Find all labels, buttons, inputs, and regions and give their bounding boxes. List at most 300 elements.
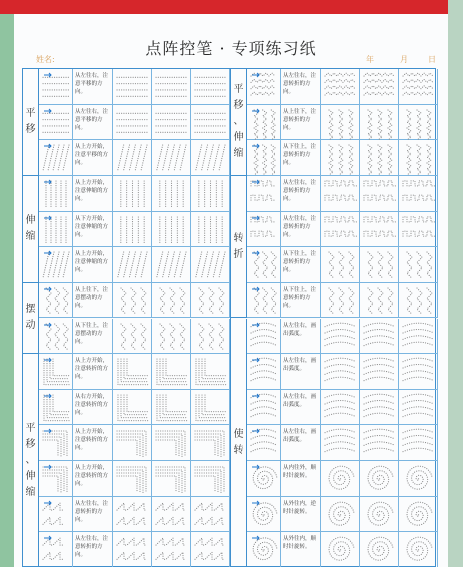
practice-cell[interactable]: [191, 176, 230, 212]
category-char: 平: [25, 107, 36, 119]
sample-cell: [39, 212, 73, 248]
vline-practice-pattern: [154, 178, 189, 210]
category-char: 平: [233, 83, 244, 95]
steps-sample-pattern: [41, 534, 71, 566]
diag-practice-pattern: [193, 142, 228, 174]
square-practice-pattern: [401, 214, 436, 246]
corner-practice-pattern: [115, 392, 150, 424]
instruction-text: 从上往下，注意摆动的方向。: [73, 283, 113, 319]
left-category-label: [23, 354, 39, 567]
vwave-sample-pattern: [249, 142, 279, 174]
practice-cell[interactable]: [152, 105, 191, 141]
practice-cell[interactable]: [321, 461, 360, 497]
practice-cell[interactable]: [113, 283, 152, 319]
zz-practice-pattern: [362, 285, 397, 317]
instruction-text: 从上方开始，注意平移的方向。: [73, 140, 113, 176]
vline-practice-pattern: [154, 214, 189, 246]
category-char: 移: [25, 438, 36, 450]
direction-arrow-icon: [252, 501, 259, 505]
steps-practice-pattern: [115, 534, 150, 566]
diag-sample-pattern: [41, 249, 71, 281]
practice-cell[interactable]: [399, 354, 438, 390]
vwave-practice-pattern: [401, 107, 436, 139]
arc-practice-pattern: [323, 392, 358, 424]
practice-cell[interactable]: [360, 390, 399, 426]
practice-cell[interactable]: [152, 319, 191, 355]
sample-cell: [39, 497, 73, 533]
corner-sample-pattern: [41, 356, 71, 388]
practice-cell[interactable]: [360, 140, 399, 176]
diag-practice-pattern: [115, 142, 150, 174]
category-char: 伸: [25, 470, 36, 482]
sample-cell: [247, 497, 281, 533]
practice-cell[interactable]: [321, 140, 360, 176]
direction-arrow-icon: [252, 323, 259, 327]
direction-arrow-icon: [44, 144, 51, 148]
practice-cell[interactable]: [399, 390, 438, 426]
instruction-text: 从上方开始，注意转折的方向。: [73, 425, 113, 461]
practice-cell[interactable]: [113, 461, 152, 497]
spiral-practice-pattern: [401, 499, 436, 531]
category-char: 使: [233, 428, 244, 440]
date-month-label: 月: [400, 55, 408, 64]
hline-practice-pattern: [193, 107, 228, 139]
hline-sample-pattern: [41, 107, 71, 139]
square-sample-pattern: [249, 178, 279, 210]
instruction-text: 从左往右，注意转折的方向。: [281, 176, 321, 212]
practice-cell[interactable]: [399, 425, 438, 461]
practice-cell[interactable]: [152, 69, 191, 105]
practice-cell[interactable]: [321, 532, 360, 567]
practice-cell[interactable]: [191, 105, 230, 141]
arc-practice-pattern: [323, 356, 358, 388]
instruction-text: 从下往上，注意转折的方向。: [281, 140, 321, 176]
arc-practice-pattern: [401, 427, 436, 459]
practice-cell[interactable]: [321, 497, 360, 533]
instruction-text: 从左往右，注意转折的方向。: [73, 532, 113, 567]
vwave-practice-pattern: [323, 142, 358, 174]
direction-arrow-icon: [44, 216, 51, 220]
arc-practice-pattern: [362, 392, 397, 424]
category-char: 缩: [25, 486, 36, 498]
wave-practice-pattern: [362, 71, 397, 103]
zz-practice-pattern: [401, 285, 436, 317]
vwave-sample-pattern: [249, 107, 279, 139]
practice-cell[interactable]: [399, 319, 438, 355]
diag-practice-pattern: [154, 142, 189, 174]
hline-sample-pattern: [41, 71, 71, 103]
practice-cell[interactable]: [321, 176, 360, 212]
vline-practice-pattern: [115, 214, 150, 246]
practice-cell[interactable]: [399, 461, 438, 497]
zz-practice-pattern: [154, 321, 189, 353]
vline-practice-pattern: [193, 178, 228, 210]
instruction-text: 从左往右，注意转折的方向。: [73, 497, 113, 533]
instruction-text: 从左往右，画出弧度。: [281, 354, 321, 390]
sample-cell: [39, 390, 73, 426]
practice-cell[interactable]: [399, 283, 438, 319]
sample-cell: [247, 354, 281, 390]
direction-arrow-icon: [44, 73, 51, 77]
spiral-sample-pattern: [249, 534, 279, 566]
date-day-label: 日: [428, 55, 436, 64]
sample-cell: [247, 461, 281, 497]
zz-practice-pattern: [115, 321, 150, 353]
category-char: 移: [25, 123, 36, 135]
instruction-text: 从下往上，注意转折的方向。: [281, 283, 321, 319]
practice-cell[interactable]: [399, 247, 438, 283]
arc-practice-pattern: [401, 321, 436, 353]
direction-arrow-icon: [252, 109, 259, 113]
steps-practice-pattern: [193, 534, 228, 566]
zz-practice-pattern: [323, 285, 358, 317]
corner-practice-pattern: [115, 356, 150, 388]
vline-sample-pattern: [41, 214, 71, 246]
left-practice-column: [23, 69, 230, 567]
instruction-text: 从外往内，顺时针旋转。: [281, 532, 321, 567]
corner2-practice-pattern: [193, 463, 228, 495]
direction-arrow-icon: [44, 323, 51, 327]
sample-cell: [39, 247, 73, 283]
header-bar: [0, 0, 463, 14]
page-title: 点阵控笔 · 专项练习纸: [145, 39, 317, 58]
sample-cell: [247, 283, 281, 319]
practice-cell[interactable]: [399, 140, 438, 176]
hline-practice-pattern: [154, 71, 189, 103]
practice-cell[interactable]: [360, 69, 399, 105]
direction-arrow-icon: [44, 429, 51, 433]
practice-cell[interactable]: [152, 176, 191, 212]
practice-cell[interactable]: [152, 425, 191, 461]
vline-practice-pattern: [115, 178, 150, 210]
sample-cell: [247, 425, 281, 461]
practice-cell[interactable]: [321, 69, 360, 105]
vline-practice-pattern: [193, 214, 228, 246]
category-char: 缩: [233, 147, 244, 159]
instruction-text: 从左往右，注意平移的方向。: [73, 69, 113, 105]
category-char: 动: [25, 319, 36, 331]
direction-arrow-icon: [44, 109, 51, 113]
sample-cell: [247, 140, 281, 176]
right-category-label: [231, 319, 247, 567]
square-practice-pattern: [401, 178, 436, 210]
page-edge-shadow: [448, 0, 463, 567]
zz-sample-pattern: [249, 249, 279, 281]
zz-practice-pattern: [362, 249, 397, 281]
zz-sample-pattern: [41, 285, 71, 317]
category-char: 转: [233, 444, 244, 456]
direction-arrow-icon: [252, 287, 259, 291]
steps-practice-pattern: [154, 499, 189, 531]
corner-practice-pattern: [154, 392, 189, 424]
instruction-text: 从上方开始，注意伸缩的方向。: [73, 247, 113, 283]
practice-cell[interactable]: [113, 319, 152, 355]
sample-cell: [39, 140, 73, 176]
zz-practice-pattern: [193, 285, 228, 317]
practice-cell[interactable]: [191, 461, 230, 497]
right-category-label: [231, 69, 247, 176]
instruction-text: 从左往右，注意平移的方向。: [73, 105, 113, 141]
diag-practice-pattern: [193, 249, 228, 281]
direction-arrow-icon: [44, 251, 51, 255]
practice-cell[interactable]: [191, 425, 230, 461]
direction-arrow-icon: [44, 465, 51, 469]
corner2-practice-pattern: [154, 427, 189, 459]
practice-cell[interactable]: [113, 176, 152, 212]
practice-cell[interactable]: [360, 425, 399, 461]
direction-arrow-icon: [252, 429, 259, 433]
practice-cell[interactable]: [113, 105, 152, 141]
practice-cell[interactable]: [399, 212, 438, 248]
wave-practice-pattern: [401, 71, 436, 103]
sample-cell: [39, 105, 73, 141]
sample-cell: [39, 354, 73, 390]
instruction-text: 从左往右，画出弧度。: [281, 390, 321, 426]
corner-practice-pattern: [193, 392, 228, 424]
right-practice-column: [230, 69, 437, 567]
practice-cell[interactable]: [360, 247, 399, 283]
date-year-label: 年: [366, 55, 374, 64]
practice-cell[interactable]: [152, 140, 191, 176]
corner2-practice-pattern: [154, 463, 189, 495]
arc-sample-pattern: [249, 356, 279, 388]
square-sample-pattern: [249, 214, 279, 246]
zz-practice-pattern: [154, 285, 189, 317]
practice-cell[interactable]: [191, 532, 230, 567]
practice-cell[interactable]: [113, 497, 152, 533]
spiral-practice-pattern: [401, 534, 436, 566]
sample-cell: [39, 425, 73, 461]
instruction-text: 从左往右，注意转折的方向。: [281, 212, 321, 248]
square-practice-pattern: [323, 178, 358, 210]
category-char: 伸: [233, 131, 244, 143]
instruction-text: 从左往右，注意转折的方向。: [281, 69, 321, 105]
sample-cell: [39, 319, 73, 355]
practice-cell[interactable]: [360, 319, 399, 355]
practice-cell[interactable]: [113, 532, 152, 567]
practice-cell[interactable]: [360, 461, 399, 497]
category-char: 、: [25, 454, 36, 466]
instruction-text: 从左往右，画出弧度。: [281, 319, 321, 355]
zz-practice-pattern: [193, 321, 228, 353]
instruction-text: 从内往外，顺时针旋转。: [281, 461, 321, 497]
arc-sample-pattern: [249, 321, 279, 353]
practice-cell[interactable]: [152, 283, 191, 319]
practice-cell[interactable]: [113, 425, 152, 461]
practice-cell[interactable]: [360, 283, 399, 319]
practice-cell[interactable]: [399, 176, 438, 212]
corner2-sample-pattern: [41, 463, 71, 495]
zz-practice-pattern: [401, 249, 436, 281]
direction-arrow-icon: [252, 144, 259, 148]
corner-practice-pattern: [193, 356, 228, 388]
practice-cell[interactable]: [191, 283, 230, 319]
spiral-practice-pattern: [362, 463, 397, 495]
square-practice-pattern: [323, 214, 358, 246]
practice-cell[interactable]: [321, 283, 360, 319]
practice-cell[interactable]: [321, 212, 360, 248]
practice-grid: [22, 68, 436, 567]
direction-arrow-icon: [252, 73, 259, 77]
practice-cell[interactable]: [113, 354, 152, 390]
practice-cell[interactable]: [191, 319, 230, 355]
diag-practice-pattern: [115, 249, 150, 281]
hline-practice-pattern: [115, 107, 150, 139]
wave-practice-pattern: [323, 71, 358, 103]
arc-practice-pattern: [362, 427, 397, 459]
practice-cell[interactable]: [113, 390, 152, 426]
practice-cell[interactable]: [152, 212, 191, 248]
diag-practice-pattern: [154, 249, 189, 281]
corner-sample-pattern: [41, 392, 71, 424]
sample-cell: [39, 461, 73, 497]
practice-cell[interactable]: [360, 105, 399, 141]
practice-cell[interactable]: [152, 497, 191, 533]
instruction-text: 从外往内，逆时针旋转。: [281, 497, 321, 533]
instruction-text: 从下往上，注意摆动的方向。: [73, 319, 113, 355]
left-category-label: [23, 176, 39, 283]
practice-cell[interactable]: [152, 390, 191, 426]
arc-practice-pattern: [362, 321, 397, 353]
instruction-text: 从上往下，注意转折的方向。: [281, 105, 321, 141]
steps-practice-pattern: [154, 534, 189, 566]
practice-cell[interactable]: [191, 140, 230, 176]
category-char: 转: [233, 232, 244, 244]
hline-practice-pattern: [154, 107, 189, 139]
left-category-label: [23, 69, 39, 176]
practice-cell[interactable]: [113, 212, 152, 248]
practice-cell[interactable]: [399, 69, 438, 105]
practice-cell[interactable]: [321, 319, 360, 355]
practice-cell[interactable]: [191, 354, 230, 390]
instruction-text: 从上方开始，注意转折的方向。: [73, 461, 113, 497]
practice-cell[interactable]: [399, 105, 438, 141]
sample-cell: [247, 212, 281, 248]
practice-cell[interactable]: [321, 105, 360, 141]
direction-arrow-icon: [252, 536, 259, 540]
spiral-practice-pattern: [362, 499, 397, 531]
steps-practice-pattern: [193, 499, 228, 531]
zz-practice-pattern: [323, 249, 358, 281]
steps-practice-pattern: [115, 499, 150, 531]
practice-cell[interactable]: [399, 532, 438, 567]
sample-cell: [39, 283, 73, 319]
sample-cell: [247, 532, 281, 567]
sample-cell: [247, 176, 281, 212]
instruction-text: 从上方开始，注意转折的方向。: [73, 354, 113, 390]
square-practice-pattern: [362, 214, 397, 246]
category-char: 摆: [25, 303, 36, 315]
hline-practice-pattern: [115, 71, 150, 103]
practice-cell[interactable]: [321, 247, 360, 283]
vline-sample-pattern: [41, 178, 71, 210]
sample-cell: [247, 390, 281, 426]
spiral-practice-pattern: [323, 499, 358, 531]
steps-sample-pattern: [41, 499, 71, 531]
vwave-practice-pattern: [362, 107, 397, 139]
practice-cell[interactable]: [113, 140, 152, 176]
practice-cell[interactable]: [321, 390, 360, 426]
left-category-label: [23, 283, 39, 354]
arc-practice-pattern: [401, 356, 436, 388]
hline-practice-pattern: [193, 71, 228, 103]
practice-cell[interactable]: [191, 212, 230, 248]
practice-cell[interactable]: [399, 497, 438, 533]
category-char: 、: [233, 115, 244, 127]
arc-practice-pattern: [362, 356, 397, 388]
arc-sample-pattern: [249, 427, 279, 459]
sample-cell: [39, 176, 73, 212]
category-char: 平: [25, 422, 36, 434]
vwave-practice-pattern: [323, 107, 358, 139]
sample-cell: [39, 532, 73, 567]
wave-sample-pattern: [249, 71, 279, 103]
practice-cell[interactable]: [360, 532, 399, 567]
practice-cell[interactable]: [152, 461, 191, 497]
direction-arrow-icon: [252, 251, 259, 255]
arc-practice-pattern: [323, 427, 358, 459]
arc-practice-pattern: [401, 392, 436, 424]
corner2-practice-pattern: [193, 427, 228, 459]
diag-sample-pattern: [41, 142, 71, 174]
zz-practice-pattern: [115, 285, 150, 317]
name-label: 姓名:: [36, 55, 55, 64]
practice-cell[interactable]: [113, 69, 152, 105]
practice-cell[interactable]: [191, 69, 230, 105]
direction-arrow-icon: [252, 358, 259, 362]
sample-cell: [247, 319, 281, 355]
practice-cell[interactable]: [152, 247, 191, 283]
category-char: 伸: [25, 214, 36, 226]
instruction-text: 从下方开始，注意伸缩的方向。: [73, 212, 113, 248]
spiral-sample-pattern: [249, 463, 279, 495]
practice-cell[interactable]: [191, 247, 230, 283]
practice-cell[interactable]: [113, 247, 152, 283]
category-char: 缩: [25, 230, 36, 242]
sample-cell: [247, 105, 281, 141]
corner2-practice-pattern: [115, 427, 150, 459]
right-category-label: [231, 176, 247, 319]
practice-cell[interactable]: [191, 497, 230, 533]
practice-cell[interactable]: [360, 354, 399, 390]
vwave-practice-pattern: [401, 142, 436, 174]
practice-cell[interactable]: [152, 532, 191, 567]
corner2-practice-pattern: [115, 463, 150, 495]
practice-cell[interactable]: [360, 497, 399, 533]
practice-cell[interactable]: [191, 390, 230, 426]
instruction-text: 从左往右，画出弧度。: [281, 425, 321, 461]
direction-arrow-icon: [44, 536, 51, 540]
category-char: 折: [233, 248, 244, 260]
practice-cell[interactable]: [321, 354, 360, 390]
practice-cell[interactable]: [321, 425, 360, 461]
square-practice-pattern: [362, 178, 397, 210]
practice-cell[interactable]: [360, 212, 399, 248]
category-char: 移: [233, 99, 244, 111]
sample-cell: [39, 69, 73, 105]
spiral-practice-pattern: [362, 534, 397, 566]
practice-cell[interactable]: [152, 354, 191, 390]
spiral-sample-pattern: [249, 499, 279, 531]
corner-practice-pattern: [154, 356, 189, 388]
practice-cell[interactable]: [360, 176, 399, 212]
direction-arrow-icon: [44, 501, 51, 505]
direction-arrow-icon: [252, 465, 259, 469]
sample-cell: [247, 247, 281, 283]
corner2-sample-pattern: [41, 427, 71, 459]
direction-arrow-icon: [252, 394, 259, 398]
zz-sample-pattern: [249, 285, 279, 317]
